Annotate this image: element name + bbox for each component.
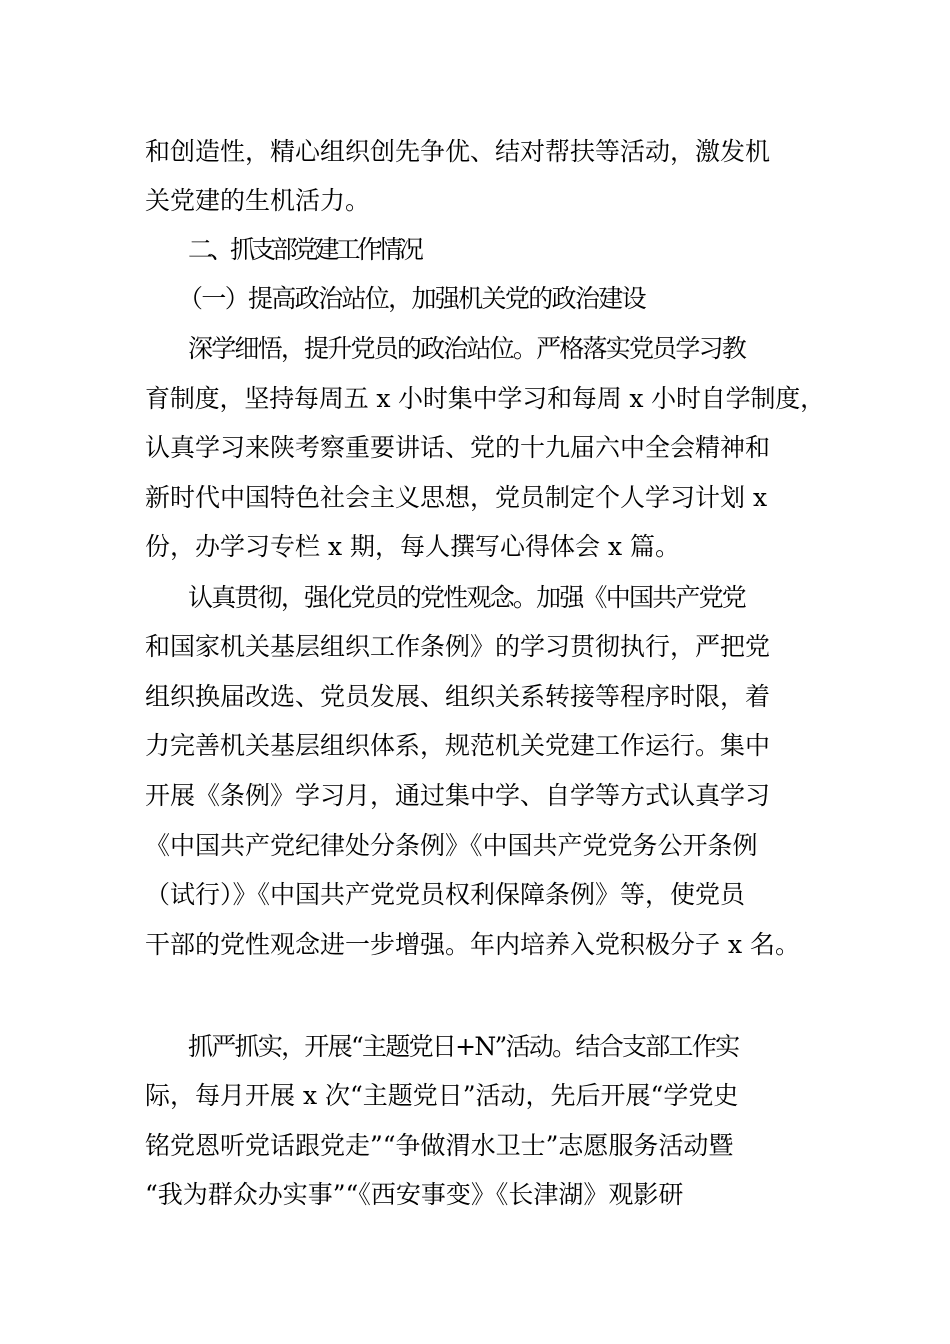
paragraph-line: 抓严抓实，开展“主题党日+N”活动。结合支部工作实 [188, 1032, 739, 1061]
paragraph-line: 份，办学习专栏 x 期，每人撰写心得体会 x 篇。 [145, 532, 680, 561]
section-heading: 二、抓支部党建工作情况 [188, 235, 421, 264]
subsection-heading: （一）提高政治站位，加强机关党的政治建设 [178, 284, 646, 313]
paragraph-line: 《中国共产党纪律处分条例》《中国共产党党务公开条例 [145, 831, 758, 860]
paragraph-line: 深学细悟，提升党员的政治站位。严格落实党员学习教 [188, 334, 746, 363]
paragraph-line: 新时代中国特色社会主义思想，党员制定个人学习计划 x [145, 483, 768, 512]
paragraph-line: 力完善机关基层组织体系，规范机关党建工作运行。集中 [145, 731, 771, 760]
paragraph-line: 关党建的生机活力。 [145, 186, 371, 215]
paragraph-line: 开展《条例》学习月，通过集中学、自学等方式认真学习 [145, 781, 771, 810]
paragraph-line: 组织换届改选、党员发展、组织关系转接等程序时限，着 [145, 682, 771, 711]
paragraph-line: 和国家机关基层组织工作条例》的学习贯彻执行，严把党 [145, 632, 771, 661]
paragraph-line: 认真贯彻，强化党员的党性观念。加强《中国共产党党 [188, 583, 746, 612]
paragraph-line: 认真学习来陕考察重要讲话、党的十九届六中全会精神和 [145, 433, 771, 462]
paragraph-line: 际，每月开展 x 次“主题党日”活动，先后开展“学党史 [145, 1081, 739, 1110]
paragraph-line: （试行）》《中国共产党党员权利保障条例》等，使党员 [145, 880, 746, 909]
paragraph-line: 铭党恩听党话跟党走”“争做渭水卫士”志愿服务活动暨 [145, 1131, 734, 1160]
paragraph-line: “我为群众办实事”“《西安事变》《长津湖》观影研 [145, 1180, 684, 1209]
paragraph-line: 和创造性，精心组织创先争优、结对帮扶等活动，激发机 [145, 137, 771, 166]
paragraph-line: 干部的党性观念进一步增强。年内培养入党积极分子 x 名。 [145, 930, 800, 959]
paragraph-line: 育制度，坚持每周五 x 小时集中学习和每周 x 小时自学制度， [145, 384, 825, 413]
